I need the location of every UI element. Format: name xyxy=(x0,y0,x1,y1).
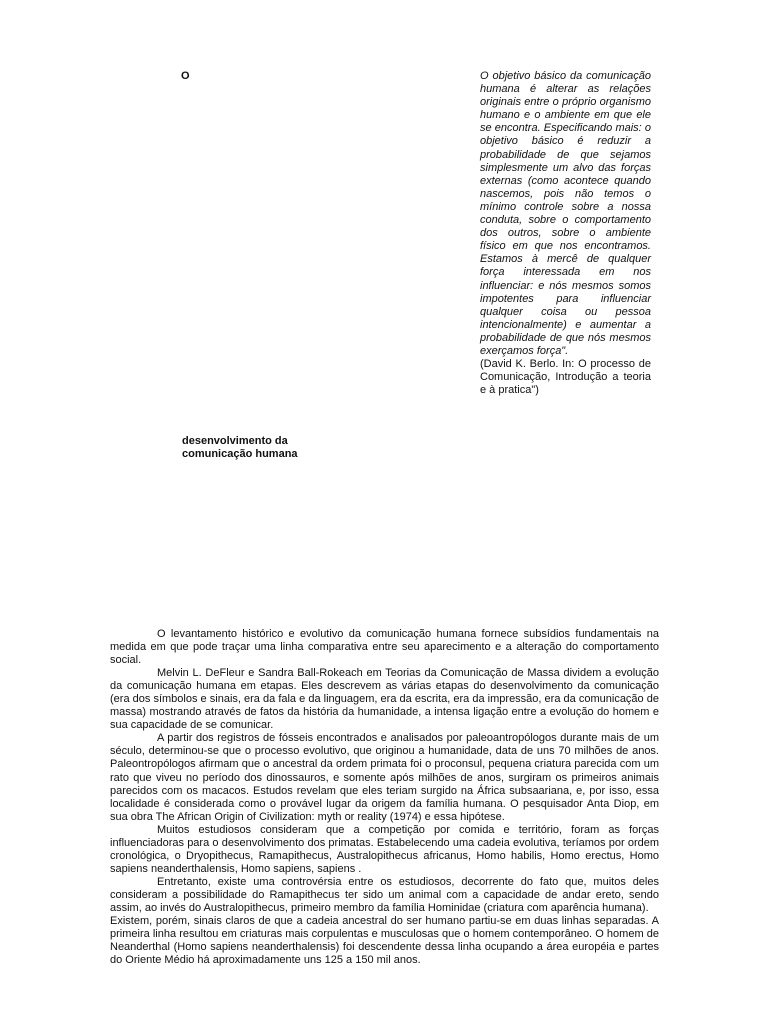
epigraph-quote xyxy=(480,70,651,397)
paragraph: Existem, porém, sinais claros de que a cadeia ancestral do ser humano partiu-se em duas linhas separadas. A primeira linha resultou em criaturas mais corpulentas e musculosas que o homem contemporâneo. O homem de Neanderthal (Homo sapiens neanderthalensis) foi descendente dessa linha ocupando a área européia e partes do Oriente Médio há aproximadamente uns 125 a 150 mil anos. xyxy=(110,915,659,967)
paragraph: Muitos estudiosos consideram que a competição por comida e território, foram as forças influenciadoras para o desenvolvimento dos primatas. Estabelecendo uma cadeia evolutiva, teríamos por ordem cronológica, o Dryopithecus, Ramapithecus, Australopithecus africanus, Homo habilis, Homo erectus, Homo sapiens neanderthalensis, Homo sapiens, sapiens . xyxy=(110,823,659,875)
paragraph: A partir dos registros de fósseis encontrados e analisados por paleoantropólogos durante mais de um século, determinou-se que o processo evolutivo, que originou a humanidade, data de uns 70 milhões de anos. Paleontropólogos afirmam que o ancestral da ordem primata foi o proconsul, pequena criatura parecida com um rato que viveu no período dos dinossauros, e somente após milhões de anos, surgiram os primeiros animais parecidos com os macacos. Estudos revelam que eles teriam surgido na África subsaariana, e, por isso, essa localidade é considerada como o provável lugar da origem da família humana. O pesquisador Anta Diop, em sua obra The African Origin of Civilization: myth or reality (1974) e essa hipótese. xyxy=(110,732,659,823)
paragraph: Melvin L. DeFleur e Sandra Ball-Rokeach em Teorias da Comunicação de Massa dividem a evolução da comunicação humana em etapas. Eles descrevem as várias etapas do desenvolvimento da comunicação (era dos símbolos e sinais, era da fala e da linguagem, era da escrita, era da impressão, era da comunicação de massa) mostrando através de fatos da história da humanidade, a intensa ligação entre a evolução do homem e sua capacidade de se comunicar. xyxy=(110,667,659,732)
heading-initial: O xyxy=(181,70,190,82)
section-title xyxy=(182,435,382,461)
paragraph: Entretanto, existe uma controvérsia entre os estudiosos, decorrente do fato que, muitos deles consideram a possibilidade do Ramapithecus ter sido um animal com a capacidade de andar ereto, sendo assim, ao invés do Australopithecus, primeiro membro da família Hominidae (criatura com aparência humana). xyxy=(110,875,659,914)
body-text xyxy=(110,628,659,967)
quote-citation: (David K. Berlo. In: O processo de Comunicação, Introdução a teoria e à pratica") xyxy=(480,358,651,397)
paragraph: O levantamento histórico e evolutivo da comunicação humana fornece subsídios fundamentais na medida em que pode traçar uma linha comparativa entre seu aparecimento e a alteração do comportamento social. xyxy=(110,628,659,667)
section-title-line1: desenvolvimento da xyxy=(182,435,288,447)
section-title-line2: comunicação humana xyxy=(182,448,298,460)
quote-text: O objetivo básico da comunicação humana é alterar as relações originais entre o próprio organismo humano e o ambiente em que ele se encontra. Especificando mais: o objetivo básico é reduzir a probabilidade de que sejamos simplesmente um alvo das forças externas (como acontece quando nascemos, pois não temos o mínimo controle sobre a nossa conduta, sobre o comportamento dos outros, sobre o ambiente físico em que nos encontramos. Estamos à mercê de qualquer força interessada em nos influenciar: e nós mesmos somos impotentes para influenciar qualquer coisa ou pessoa intencionalmente) e aumentar a probabilidade de que nós mesmos exerçamos força". xyxy=(480,70,651,357)
